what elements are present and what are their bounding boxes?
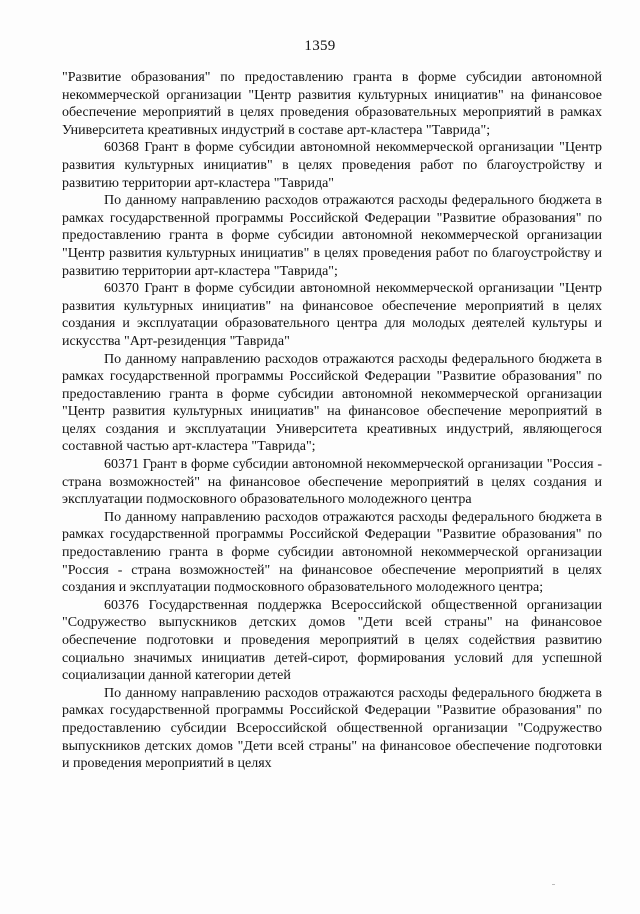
scan-speck: [552, 884, 555, 885]
document-body: [62, 69, 602, 773]
paragraph-60371-description: По данному направлению расходов отражаются расходы федерального бюджета в рамках государственной программы Российской Федерации "Развитие образования" по предоставлению гранта в форме субсидии автономной некоммерческой организации "Россия - страна возможностей" на финансовое обеспечение мероприятий в целях создания и эксплуатации подмосковного образовательного молодежного центра;: [62, 509, 602, 596]
paragraph-60371-heading: 60371 Грант в форме субсидии автономной некоммерческой организации "Россия - страна возможностей" на финансовое обеспечение мероприятий в целях создания и эксплуатации подмосковного образовательного молодежного центра: [62, 457, 602, 508]
paragraph-60376-description: По данному направлению расходов отражаются расходы федерального бюджета в рамках государственной программы Российской Федерации "Развитие образования" по предоставлению субсидии Всероссийской общественной организации "Содружество выпускников детских домов "Дети всей страны" на финансовое обеспечение подготовки и проведения мероприятий в целях: [62, 685, 602, 772]
paragraph-continuation: "Развитие образования" по предоставлению гранта в форме субсидии автономной некоммерческой организации "Центр развития культурных инициатив" на финансовое обеспечение мероприятий в целях проведения образовательных мероприятий в рамках Университета креативных индустрий в составе арт-кластера "Таврида";: [62, 70, 602, 138]
paragraph-60376-heading: 60376 Государственная поддержка Всероссийской общественной организации "Содружество выпускников детских домов "Дети всей страны" на финансовое обеспечение подготовки и проведения мероприятий в целях содействия развитию социально значимых инициатив детей-сирот, формирования условий для успешной социализации данной категории детей: [62, 597, 602, 684]
paragraph-60370-description: По данному направлению расходов отражаются расходы федерального бюджета в рамках государственной программы Российской Федерации "Развитие образования" по предоставлению гранта в форме субсидии автономной некоммерческой организации "Центр развития культурных инициатив" на финансовое обеспечение мероприятий в целях создания и эксплуатации Университета креативных индустрий, являющегося составной частью арт-кластера "Таврида";: [62, 351, 602, 455]
paragraph-60368-heading: 60368 Грант в форме субсидии автономной некоммерческой организации "Центр развития культурных инициатив" в целях проведения работ по благоустройству и развитию территории арт-кластера "Таврида": [62, 140, 602, 191]
page-number: 1359: [304, 38, 336, 54]
paragraph-60370-heading: 60370 Грант в форме субсидии автономной некоммерческой организации "Центр развития культурных инициатив" на финансовое обеспечение мероприятий в целях создания и эксплуатации образовательного центра для молодых деятелей культуры и искусства "Арт-резиденция "Таврида": [62, 281, 602, 349]
paragraph-60368-description: По данному направлению расходов отражаются расходы федерального бюджета в рамках государственной программы Российской Федерации "Развитие образования" по предоставлению гранта в форме субсидии автономной некоммерческой организации "Центр развития культурных инициатив" в целях проведения работ по благоустройству и развитию территории арт-кластера "Таврида";: [62, 193, 602, 279]
